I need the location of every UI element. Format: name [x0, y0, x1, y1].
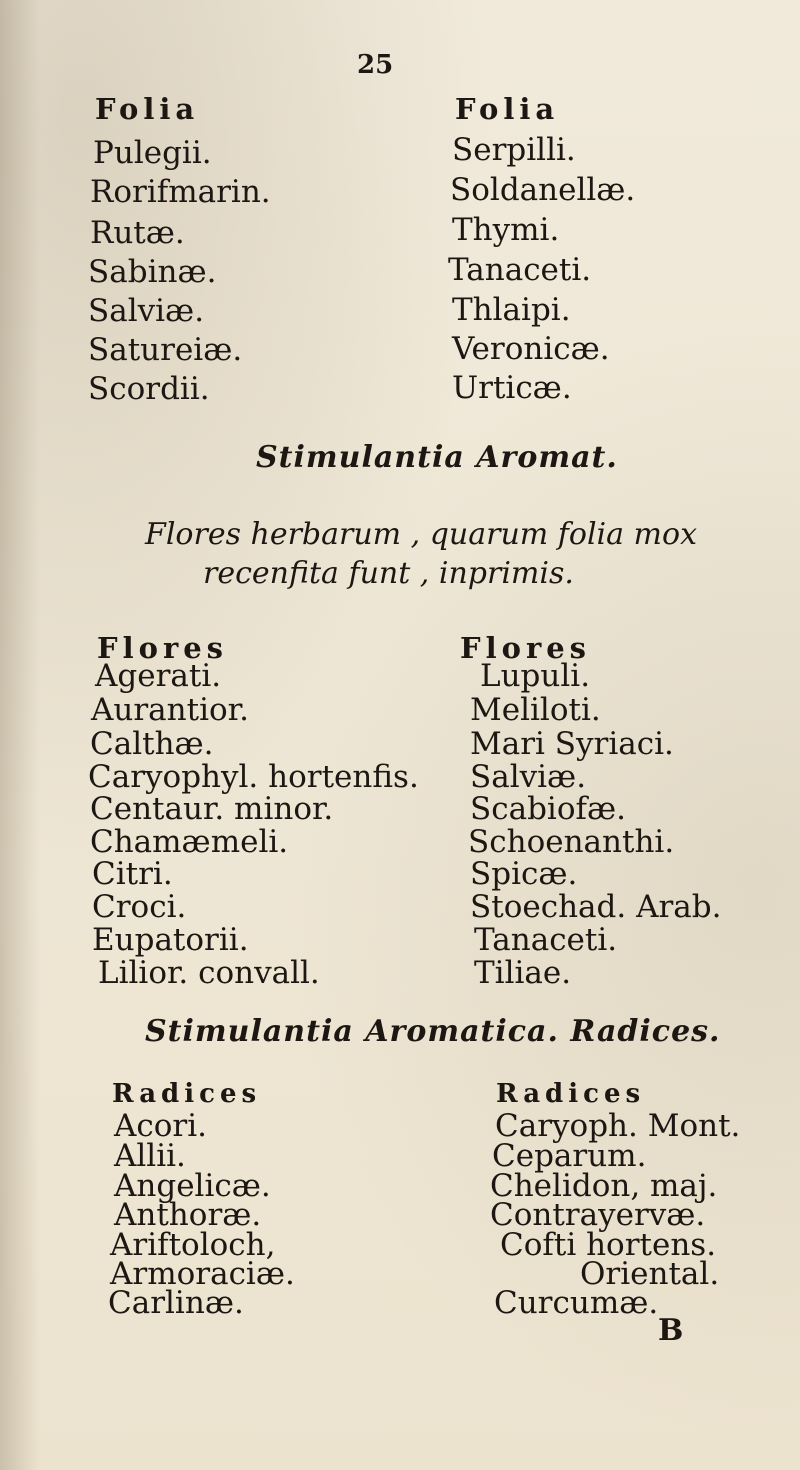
list-item: Thymi.	[452, 212, 560, 248]
page-edge-shadow	[0, 0, 40, 1470]
list-item: Thlaipi.	[452, 292, 571, 328]
list-item: Ariftoloch,	[110, 1226, 276, 1263]
list-item: Contrayervæ.	[490, 1196, 706, 1233]
list-item: Rutæ.	[90, 215, 185, 251]
flores-left-header: Flores	[97, 630, 229, 665]
list-item: Croci.	[92, 889, 187, 926]
list-item: Mari Syriaci.	[470, 725, 674, 762]
list-item: Sabinæ.	[88, 254, 217, 290]
list-item: Salviæ.	[88, 293, 205, 329]
flores-intro-line-1: Flores herbarum , quarum folia mox	[145, 517, 697, 552]
list-item: Centaur. minor.	[90, 791, 334, 828]
list-item: Spicæ.	[470, 856, 578, 893]
list-item: Stoechad. Arab.	[470, 889, 722, 926]
flores-right-header: Flores	[460, 630, 592, 665]
section-title-radices: Stimulantia Aromatica. Radices.	[145, 1014, 721, 1050]
list-item: Tanaceti.	[474, 922, 618, 959]
radices-left-header: Radices	[112, 1078, 262, 1109]
list-item: Veronicæ.	[452, 331, 610, 367]
list-item: Acori.	[114, 1108, 207, 1145]
list-item: Curcumæ.	[494, 1284, 659, 1321]
page-number: 25	[357, 50, 394, 80]
flores-intro-line-2: recenfita funt , inprimis.	[203, 556, 574, 591]
list-item: Lilior. convall.	[98, 955, 320, 992]
list-item: Caryoph. Mont.	[495, 1108, 741, 1145]
list-item: Chelidon, maj.	[490, 1167, 718, 1204]
list-item: Oriental.	[580, 1256, 720, 1293]
list-item: Aurantior.	[91, 692, 249, 729]
list-item: Satureiæ.	[88, 332, 243, 368]
list-item: Salviæ.	[470, 758, 587, 795]
list-item: Angelicæ.	[114, 1167, 271, 1204]
list-item: Chamæmeli.	[90, 824, 289, 860]
catchword: B	[658, 1312, 684, 1348]
list-item: Allii.	[114, 1137, 186, 1174]
list-item: Agerati.	[95, 658, 222, 695]
list-item: Pulegii.	[93, 135, 212, 171]
radices-right-header: Radices	[496, 1078, 646, 1109]
list-item: Armoraciæ.	[110, 1256, 295, 1293]
list-item: Calthæ.	[90, 725, 214, 762]
list-item: Soldanellæ.	[450, 172, 636, 208]
list-item: Eupatorii.	[92, 922, 249, 959]
list-item: Urticæ.	[452, 370, 572, 406]
list-item: Tanaceti.	[448, 252, 592, 288]
list-item: Schoenanthi.	[468, 824, 675, 860]
list-item: Ceparum.	[492, 1137, 647, 1174]
list-item: Anthoræ.	[114, 1196, 262, 1233]
list-item: Carlinæ.	[108, 1284, 244, 1321]
list-item: Cofti hortens.	[500, 1226, 717, 1263]
list-item: Serpilli.	[452, 132, 576, 168]
list-item: Caryophyl. hortenfis.	[88, 758, 419, 795]
list-item: Lupuli.	[480, 658, 591, 695]
section-title-stimulantia-aromat: Stimulantia Aromat.	[256, 440, 618, 475]
folia-left-header: Folia	[95, 92, 200, 126]
folia-right-header: Folia	[455, 92, 560, 126]
list-item: Rorifmarin.	[90, 174, 271, 210]
list-item: Tiliae.	[474, 955, 572, 992]
list-item: Meliloti.	[470, 692, 601, 729]
list-item: Citri.	[92, 856, 173, 893]
list-item: Scabiofæ.	[470, 791, 626, 828]
list-item: Scordii.	[88, 371, 210, 407]
